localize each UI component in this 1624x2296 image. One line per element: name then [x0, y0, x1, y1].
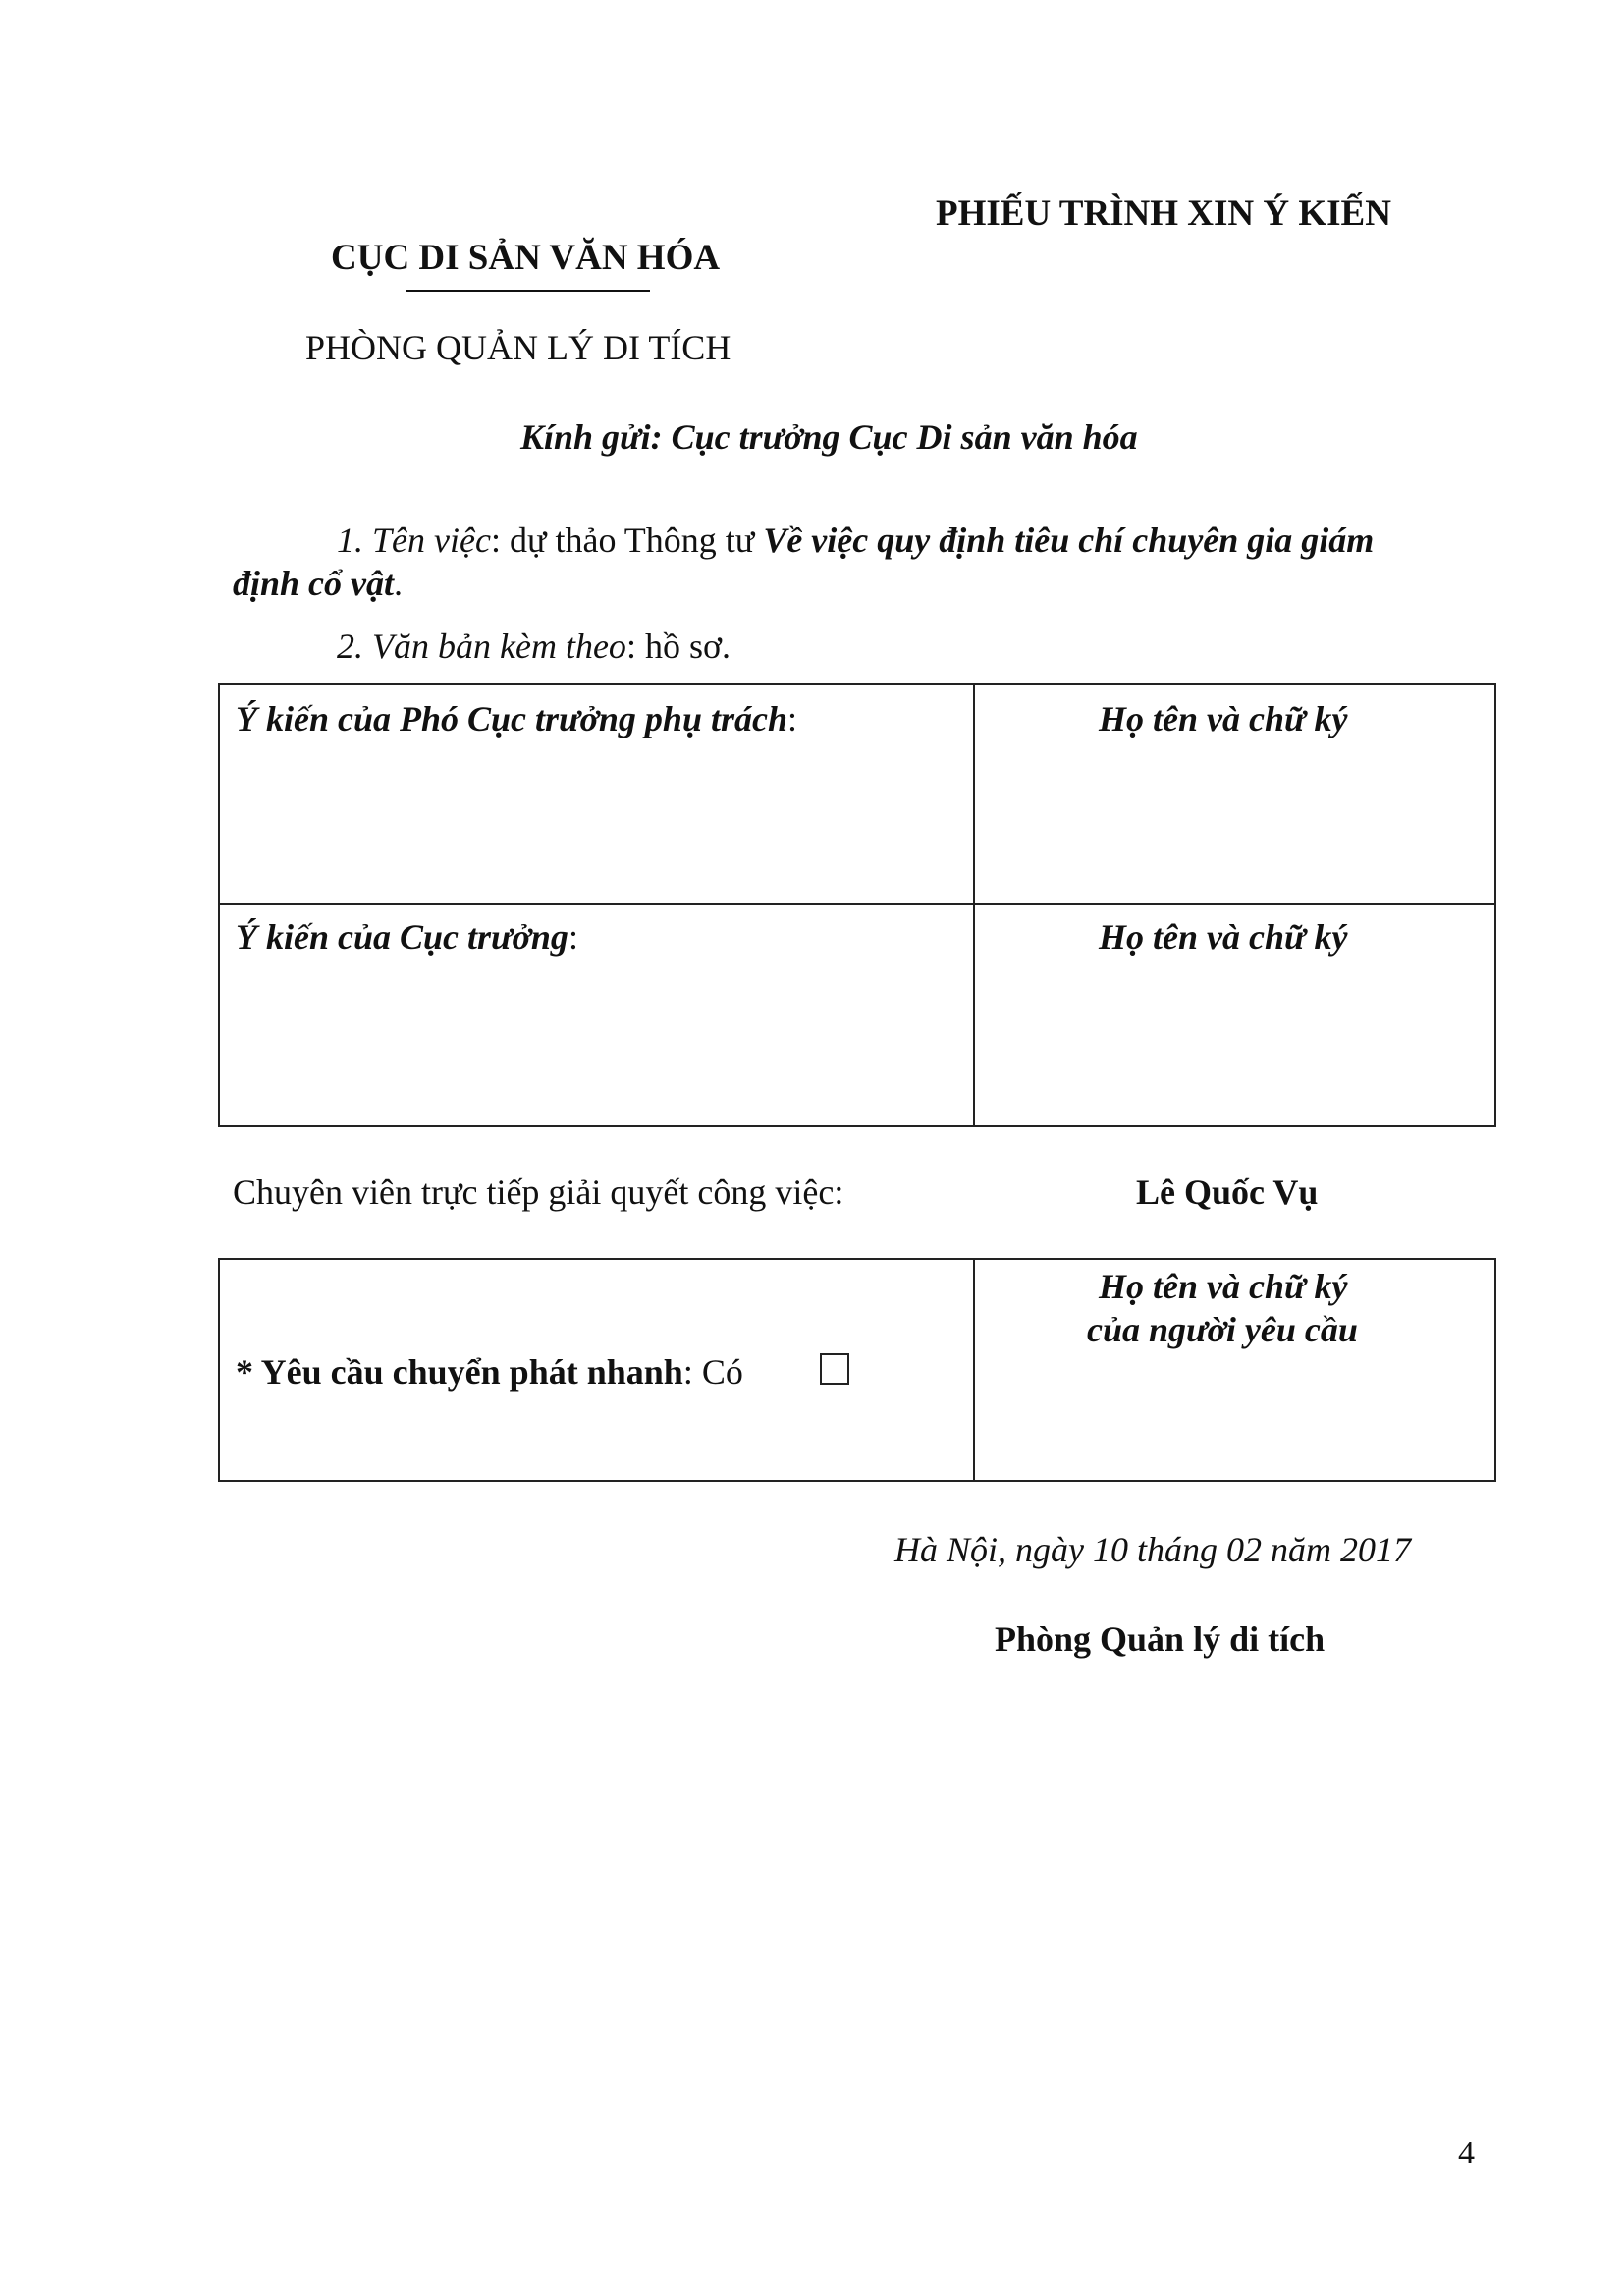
deputy-opinion-colon: : [787, 699, 798, 738]
date-line: Hà Nội, ngày 10 tháng 02 năm 2017 [894, 1530, 1411, 1569]
task-line [337, 519, 1374, 562]
requester-signature-sublabel: của người yêu cầu [1087, 1310, 1358, 1349]
signing-unit: Phòng Quản lý di tích [995, 1619, 1326, 1659]
director-opinion-colon: : [568, 917, 578, 957]
task-intro: dự thảo Thông tư [509, 520, 764, 560]
form-title: PHIẾU TRÌNH XIN Ý KIẾN [936, 193, 1391, 234]
task-separator: : [490, 520, 510, 560]
express-request-row [236, 1350, 743, 1394]
express-request-label: * Yêu cầu chuyển phát nhanh [236, 1352, 683, 1392]
opinion-table [218, 683, 1496, 1127]
director-opinion-label: Ý kiến của Cục trưởng [236, 917, 568, 957]
express-separator: : [682, 1352, 702, 1392]
deputy-opinion-label: Ý kiến của Phó Cục trưởng phụ trách [236, 699, 787, 738]
attachment-value: hồ sơ. [644, 627, 731, 666]
director-signature-label: Họ tên và chữ ký [1099, 917, 1348, 957]
page-number: 4 [1458, 2135, 1475, 2171]
deputy-opinion-cell[interactable] [236, 697, 797, 740]
task-end: . [394, 564, 404, 603]
task-title-part2: định cổ vật [233, 564, 395, 603]
express-option-label: Có [701, 1352, 743, 1392]
opinion-table-column-divider [973, 683, 975, 1127]
opinion-table-row-divider [218, 903, 1496, 905]
department-name: PHÒNG QUẢN LÝ DI TÍCH [305, 328, 731, 367]
requester-signature-label: Họ tên và chữ ký [1099, 1267, 1348, 1306]
express-table-column-divider [973, 1258, 975, 1482]
agency-name: CỤC DI SẢN VĂN HÓA [331, 238, 721, 278]
director-opinion-cell[interactable] [236, 915, 578, 958]
task-title-part1: Về việc quy định tiêu chí chuyên gia giám [763, 520, 1375, 560]
agency-underline-divider [406, 290, 650, 292]
attachment-separator: : [625, 627, 645, 666]
attachment-label: 2. Văn bản kèm theo [337, 627, 626, 666]
specialist-label: Chuyên viên trực tiếp giải quyết công việc: [233, 1173, 844, 1212]
deputy-signature-label: Họ tên và chữ ký [1099, 699, 1348, 738]
attachment-line [337, 625, 731, 668]
express-checkbox[interactable] [820, 1353, 849, 1385]
task-label: 1. Tên việc [337, 520, 491, 560]
specialist-name: Lê Quốc Vụ [1136, 1173, 1319, 1212]
recipient-line: Kính gửi: Cục trưởng Cục Di sản văn hóa [520, 417, 1138, 457]
task-line-continued [233, 562, 403, 605]
